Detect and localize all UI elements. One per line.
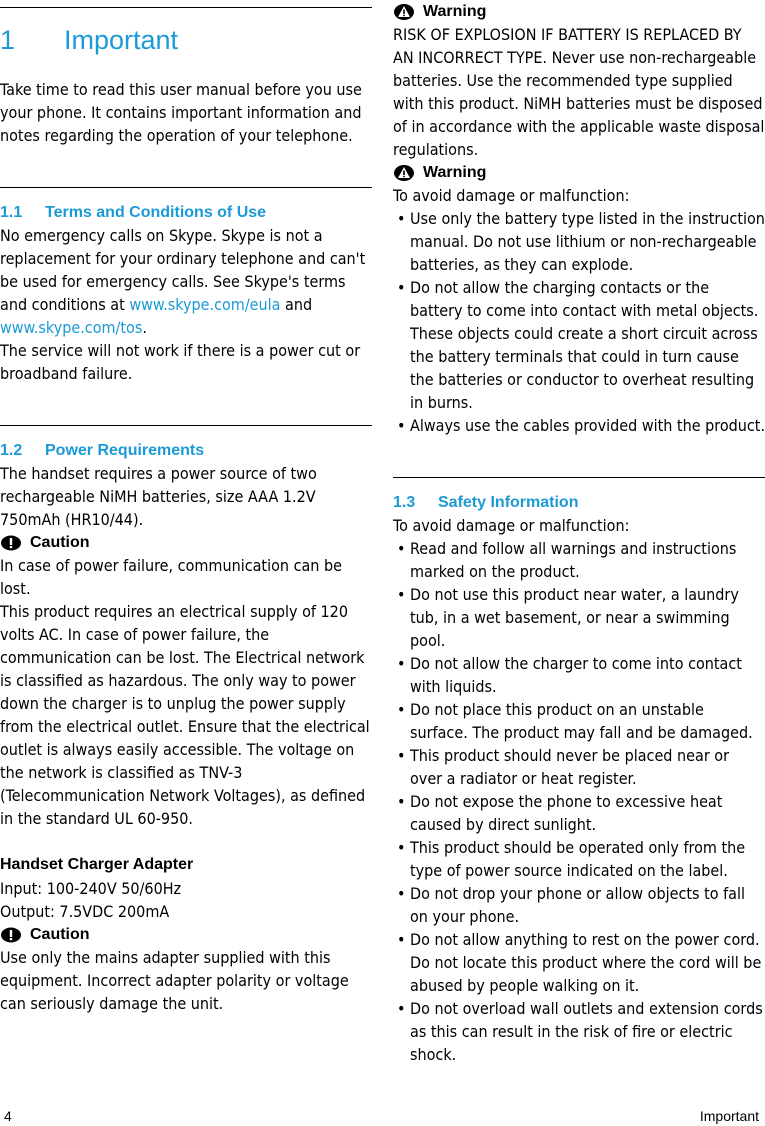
caution-text-2: Use only the mains adapter supplied with this equipment. Incorrect adapter polarity or voltage can seriously damage the unit. (0, 948, 349, 1013)
list-item: • Do not place this product on an unstable surface. The product may fall and be damaged. (393, 698, 765, 744)
warning-icon (393, 3, 415, 21)
section-1-1-heading (0, 202, 372, 224)
section-1-2-rule (0, 425, 372, 426)
skype-tos-link[interactable]: www.skype.com/tos (0, 318, 143, 337)
list-item: • Do not overload wall outlets and extension cords as this can result in the risk of fire or electric shock. (393, 997, 765, 1066)
section-1-1-number: 1.1 (0, 204, 23, 221)
caution-icon (0, 535, 22, 551)
charger-heading: Handset Charger Adapter (0, 856, 194, 873)
terms-and: and (280, 295, 313, 314)
section-1-2-title: Power Requirements (45, 442, 205, 459)
left-column (0, 0, 372, 1015)
caution-label-1: Caution (30, 534, 90, 551)
warning-label-1: Warning (423, 3, 487, 20)
list-item: • This product should never be placed near or over a radiator or heat register. (393, 744, 765, 790)
caution-heading-1 (0, 531, 372, 554)
chapter-rule (0, 7, 372, 8)
terms-text: No emergency calls on Skype. Skype is not a replacement for your ordinary telephone and can't be used for emergency calls. See Skype's terms and conditions at (0, 226, 366, 314)
list-item: • Read and follow all warnings and instructions marked on the product. (393, 537, 765, 583)
section-1-3-title: Safety Information (438, 494, 579, 511)
list-item: • Do not expose the phone to excessive heat caused by direct sunlight. (393, 790, 765, 836)
safety-list (393, 537, 765, 1066)
list-item: • Do not allow the charger to come into contact with liquids. (393, 652, 765, 698)
charger-input: Input: 100-240V 50/60Hz (0, 879, 182, 898)
list-item: • This product should be operated only from the type of power source indicated on the label. (393, 836, 765, 882)
list-item: • Use only the battery type listed in the instruction manual. Do not use lithium or non-rechargeable batteries, as they can explode. (393, 207, 765, 276)
chapter-title (0, 22, 372, 58)
warning-heading-1 (393, 0, 765, 23)
warning-label-2: Warning (423, 164, 487, 181)
terms-paragraph (0, 224, 372, 339)
safety-intro: To avoid damage or malfunction: (393, 516, 630, 535)
warning-list (393, 207, 765, 437)
caution-label-2: Caution (30, 926, 90, 943)
warning-icon (393, 164, 415, 182)
list-item: • Do not allow anything to rest on the power cord. Do not locate this product where the cord will be abused by people walking on it. (393, 928, 765, 997)
section-1-2-number: 1.2 (0, 442, 23, 459)
section-1-3-heading (393, 492, 765, 514)
section-1-3-rule (393, 477, 765, 478)
caution-text-1: In case of power failure, communication can be lost. (0, 556, 342, 598)
terms-end: . (142, 318, 147, 337)
list-item: • Do not use this product near water, a laundry tub, in a wet basement, or near a swimming pool. (393, 583, 765, 652)
warning-intro-2: To avoid damage or malfunction: (393, 186, 630, 205)
list-item: • Do not drop your phone or allow objects to fall on your phone. (393, 882, 765, 928)
power-paragraph: The handset requires a power source of two rechargeable NiMH batteries, size AAA 1.2V 750mAh (HR10/44). (0, 464, 317, 529)
electrical-paragraph: This product requires an electrical supply of 120 volts AC. In case of power failure, the communication can be lost. The Electrical network is classified as hazardous. The only way to power down the charger is to unplug the power supply from the electrical outlet. Ensure that the electrical outlet is always easily accessible. The voltage on the network is classified as TNV-3 (Telecommunication Network Voltages), as defined in the standard UL 60-950. (0, 602, 370, 828)
running-title: Important (699, 1108, 759, 1124)
section-1-3-number: 1.3 (393, 494, 416, 511)
caution-heading-2 (0, 923, 372, 946)
right-column (393, 0, 765, 1066)
warning-heading-2 (393, 161, 765, 184)
skype-eula-link[interactable]: www.skype.com/eula (129, 295, 281, 314)
list-item: • Always use the cables provided with the product. (393, 414, 765, 437)
warning-text-1: RISK OF EXPLOSION IF BATTERY IS REPLACED BY AN INCORRECT TYPE. Never use non-rechargeable batteries. Use the recommended type supplied with this product. NiMH batteries must be disposed of in accordance with the applicable waste disposal regulations. (393, 25, 765, 159)
intro-paragraph: Take time to read this user manual before you use your phone. It contains important information and notes regarding the operation of your telephone. (0, 80, 362, 145)
page-number: 4 (4, 1108, 12, 1124)
list-item: • Do not allow the charging contacts or the battery to come into contact with metal objects. These objects could create a short circuit across the battery terminals that could in turn cause the batteries or conductor to overheat resulting in burns. (393, 276, 765, 414)
caution-icon (0, 927, 22, 943)
section-1-1-title: Terms and Conditions of Use (45, 204, 267, 221)
section-1-1-rule (0, 187, 372, 188)
section-1-2-heading (0, 440, 372, 462)
charger-output: Output: 7.5VDC 200mA (0, 902, 170, 921)
chapter-title-text: Important (64, 25, 179, 55)
chapter-number: 1 (0, 25, 16, 55)
service-paragraph: The service will not work if there is a power cut or broadband failure. (0, 341, 361, 383)
